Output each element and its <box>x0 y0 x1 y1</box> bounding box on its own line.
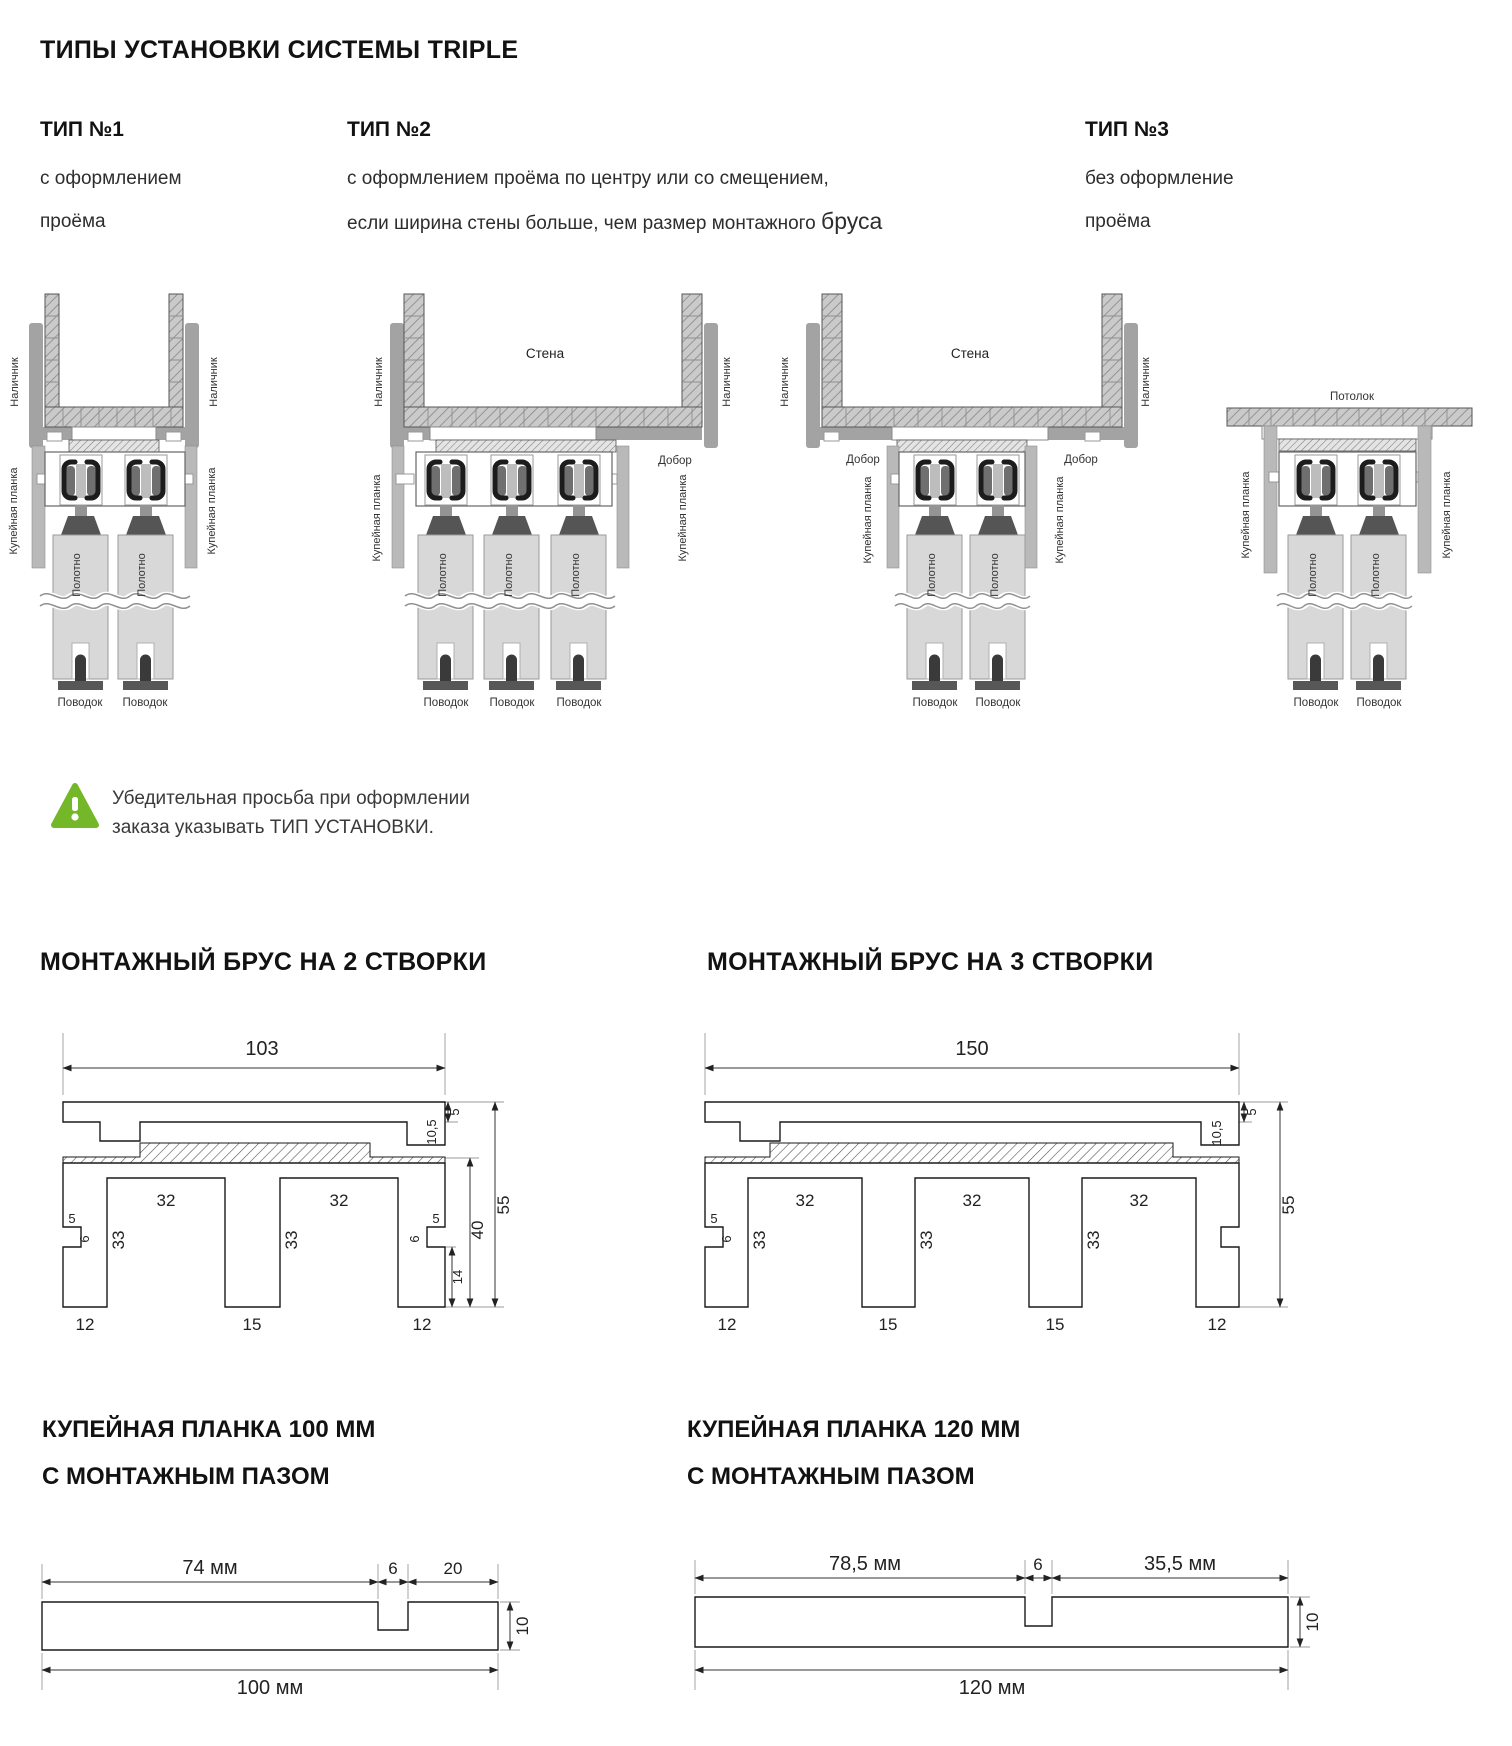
label-povodok: Поводок <box>489 697 535 709</box>
dim-width: 150 <box>955 1038 989 1060</box>
dim-leg: 15 <box>878 1315 898 1334</box>
dim-leg: 15 <box>1045 1315 1065 1334</box>
dim-step: 10,5 <box>1209 1120 1224 1146</box>
warning-icon <box>50 782 100 832</box>
dim-slot: 32 <box>156 1191 176 1210</box>
dim-leg: 12 <box>1207 1315 1227 1334</box>
dim-left: 78,5 мм <box>829 1553 901 1575</box>
dim-slot-height: 33 <box>282 1230 301 1250</box>
label-polotno: Полотно <box>136 553 148 597</box>
dim-slot: 32 <box>962 1191 982 1210</box>
planka-profile <box>42 1602 498 1650</box>
label-povodok: Поводок <box>975 697 1021 709</box>
planka-profile <box>695 1597 1288 1647</box>
dim-top: 5 <box>447 1108 462 1116</box>
diagram-type-2-offset <box>340 268 752 718</box>
label-kupe-planka: Купейная планка <box>862 476 874 564</box>
label-nalichnik: Наличник <box>9 357 21 407</box>
dim-thickness: 10 <box>513 1616 532 1636</box>
ceiling <box>1227 408 1472 426</box>
planka-100-drawing <box>28 1542 573 1737</box>
label-polotno: Полотно <box>570 553 582 597</box>
label-polotno: Полотно <box>503 553 515 597</box>
label-stena: Стена <box>525 346 565 361</box>
label-kupe-planka: Купейная планка <box>677 474 689 562</box>
dim-14: 14 <box>450 1269 465 1285</box>
dim-notch-h: 6 <box>77 1235 92 1243</box>
dim-total: 100 мм <box>236 1677 304 1699</box>
label-dobor: Добор <box>658 455 692 467</box>
label-kupe-planka: Купейная планка <box>206 467 218 555</box>
label-nalichnik: Наличник <box>779 357 791 407</box>
dim-left: 74 мм <box>182 1557 238 1579</box>
dim-slot-height: 33 <box>917 1230 936 1250</box>
dim-leg: 15 <box>242 1315 262 1334</box>
dim-slot-height: 33 <box>109 1230 128 1250</box>
dim-total-height: 55 <box>494 1195 513 1215</box>
dobor-strip <box>596 427 702 440</box>
label-nalichnik: Наличник <box>208 357 220 407</box>
dim-notch-h: 6 <box>407 1235 422 1243</box>
type-3-desc: без оформление проёма <box>1085 168 1234 232</box>
dim-groove: 6 <box>388 1559 398 1578</box>
diagram-type-1 <box>5 268 227 718</box>
planka-120-drawing <box>640 1542 1350 1737</box>
label-povodok: Поводок <box>122 697 168 709</box>
brus3-title: МОНТАЖНЫЙ БРУС НА 3 СТВОРКИ <box>707 948 1154 976</box>
label-potolok: Потолок <box>1330 391 1374 403</box>
dobor-strip <box>836 427 892 440</box>
label-povodok: Поводок <box>1293 697 1339 709</box>
planka100-title: КУПЕЙНАЯ ПЛАНКА 100 ММ С МОНТАЖНЫМ ПАЗОМ <box>42 1416 376 1490</box>
label-stena: Стена <box>950 346 990 361</box>
planka120-title: КУПЕЙНАЯ ПЛАНКА 120 ММ С МОНТАЖНЫМ ПАЗОМ <box>687 1416 1021 1490</box>
dim-slot-height: 33 <box>1084 1230 1103 1250</box>
dim-top: 5 <box>1244 1108 1259 1116</box>
dim-groove: 6 <box>1033 1555 1043 1574</box>
label-nalichnik: Наличник <box>373 357 385 407</box>
type-2-desc: с оформлением проёма по центру или со смещением, если ширина стены больше, чем размер монтажного бруса <box>347 168 883 234</box>
dim-leg: 12 <box>75 1315 95 1334</box>
type-1-desc: с оформлением проёма <box>40 168 182 232</box>
diagram-type-3 <box>1222 268 1490 718</box>
type-2-name: ТИП №2 <box>347 118 431 141</box>
door-panels <box>1277 535 1412 690</box>
type-1-header <box>40 118 182 243</box>
dim-slot: 32 <box>1129 1191 1149 1210</box>
label-nalichnik: Наличник <box>721 357 733 407</box>
dim-slot-height: 33 <box>750 1230 769 1250</box>
label-povodok: Поводок <box>1356 697 1402 709</box>
label-polotno: Полотно <box>71 553 83 597</box>
label-kupe-planka: Купейная планка <box>1441 471 1453 559</box>
dim-leg: 12 <box>412 1315 432 1334</box>
dim-40: 40 <box>468 1220 487 1240</box>
dim-width: 103 <box>245 1038 279 1060</box>
label-povodok: Поводок <box>57 697 103 709</box>
type-2-header <box>347 118 882 245</box>
label-povodok: Поводок <box>912 697 958 709</box>
label-polotno: Полотно <box>989 553 1001 597</box>
dim-step: 10,5 <box>424 1119 439 1145</box>
brus2-title: МОНТАЖНЫЙ БРУС НА 2 СТВОРКИ <box>40 948 487 976</box>
dim-thickness: 10 <box>1303 1612 1322 1632</box>
label-kupe-planka: Купейная планка <box>371 474 383 562</box>
label-nalichnik: Наличник <box>1140 357 1152 407</box>
dim-notch-w: 5 <box>710 1211 718 1226</box>
type-3-name: ТИП №3 <box>1085 118 1169 141</box>
dim-notch-w: 5 <box>432 1211 440 1226</box>
label-polotno: Полотно <box>437 553 449 597</box>
diagram-type-2-centered <box>775 268 1171 718</box>
door-panels <box>895 535 1030 690</box>
label-kupe-planka: Купейная планка <box>8 467 20 555</box>
label-polotno: Полотно <box>1307 553 1319 597</box>
dim-right: 20 <box>443 1559 463 1578</box>
dim-notch-w: 5 <box>68 1211 76 1226</box>
label-kupe-planka: Купейная планка <box>1054 476 1066 564</box>
dim-notch-h: 6 <box>719 1235 734 1243</box>
brus-3-drawing <box>640 1025 1340 1360</box>
warning-text: Убедительная просьба при оформлении заказа указывать ТИП УСТАНОВКИ. <box>112 788 470 838</box>
label-povodok: Поводок <box>556 697 602 709</box>
label-povodok: Поводок <box>423 697 469 709</box>
brus-2-drawing <box>40 1025 525 1360</box>
dim-slot: 32 <box>329 1191 349 1210</box>
dim-slot: 32 <box>795 1191 815 1210</box>
dim-leg: 12 <box>717 1315 737 1334</box>
dim-total: 120 мм <box>958 1677 1026 1699</box>
label-kupe-planka: Купейная планка <box>1240 471 1252 559</box>
wall-and-casing <box>390 294 718 448</box>
wall-and-casing <box>29 294 199 448</box>
page-title: ТИПЫ УСТАНОВКИ СИСТЕМЫ TRIPLE <box>40 36 519 64</box>
profile <box>63 1102 445 1307</box>
label-dobor: Добор <box>846 454 880 466</box>
label-dobor: Добор <box>1064 454 1098 466</box>
dim-right: 35,5 мм <box>1144 1553 1216 1575</box>
door-panels <box>40 535 190 690</box>
type-3-header <box>1085 118 1234 243</box>
type-1-name: ТИП №1 <box>40 118 124 141</box>
dim-total-height: 55 <box>1279 1195 1298 1215</box>
label-polotno: Полотно <box>1370 553 1382 597</box>
label-polotno: Полотно <box>926 553 938 597</box>
warning-block <box>50 782 100 832</box>
wall-and-casing <box>806 294 1138 448</box>
